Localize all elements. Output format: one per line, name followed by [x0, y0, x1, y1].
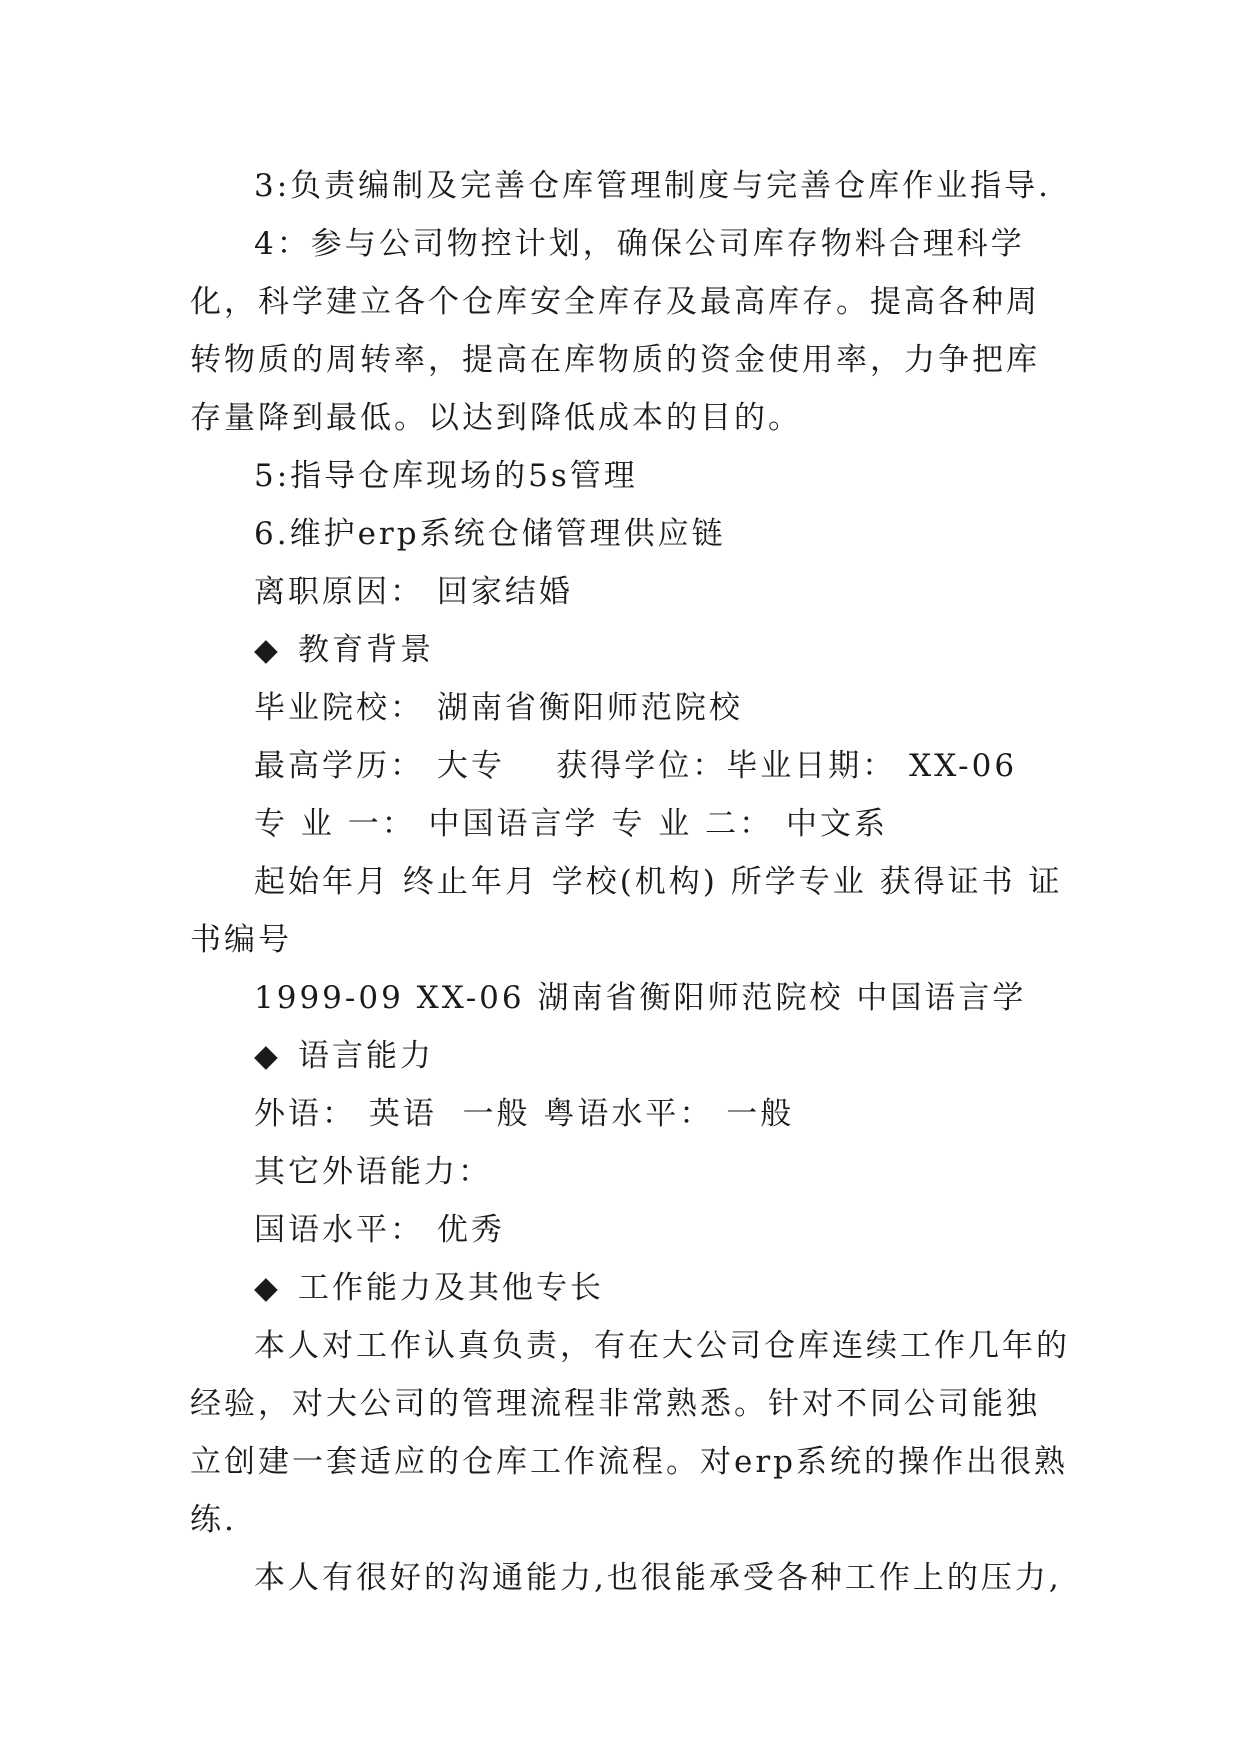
paragraph: 专 业 一： 中国语言学 专 业 二： 中文系	[254, 806, 888, 842]
diamond-bullet-icon: ◆	[254, 1038, 281, 1074]
paragraph: 4：参与公司物控计划，确保公司库存物料合理科学化，科学建立各个仓库安全库存及最高库存。提高各种周转物质的周转率，提高在库物质的资金使用率，力争把库存量降到最低。以达到降低成本的目的。	[190, 226, 1040, 436]
paragraph: 3:负责编制及完善仓库管理制度与完善仓库作业指导.	[254, 168, 1052, 204]
paragraph: 起始年月 终止年月 学校(机构) 所学专业 获得证书 证书编号	[190, 864, 1063, 958]
section-heading	[190, 621, 1070, 679]
document-body	[190, 157, 1070, 1607]
paragraph: 1999-09 XX-06 湖南省衡阳师范院校 中国语言学	[254, 980, 1027, 1016]
section-heading-text: 工作能力及其他专长	[298, 1270, 604, 1306]
paragraph: 本人有很好的沟通能力,也很能承受各种工作上的压力,	[254, 1560, 1062, 1596]
paragraph: 5:指导仓库现场的5s管理	[254, 458, 638, 494]
paragraph: 其它外语能力：	[254, 1154, 492, 1190]
section-heading	[190, 1027, 1070, 1085]
paragraph: 本人对工作认真负责，有在大公司仓库连续工作几年的经验，对大公司的管理流程非常熟悉。针对不同公司能独立创建一套适应的仓库工作流程。对erp系统的操作出很熟练.	[190, 1328, 1070, 1538]
paragraph: 国语水平： 优秀	[254, 1212, 505, 1248]
paragraph: 最高学历： 大专 获得学位：毕业日期： XX-06	[254, 748, 1018, 784]
section-heading	[190, 1259, 1070, 1317]
paragraph: 外语： 英语 一般 粤语水平： 一般	[254, 1096, 795, 1132]
diamond-bullet-icon: ◆	[254, 1270, 281, 1306]
paragraph: 毕业院校： 湖南省衡阳师范院校	[254, 690, 743, 726]
section-heading-text: 教育背景	[298, 632, 434, 668]
paragraph: 离职原因： 回家结婚	[254, 574, 573, 610]
section-heading-text: 语言能力	[298, 1038, 434, 1074]
diamond-bullet-icon: ◆	[254, 632, 281, 668]
paragraph: 6.维护erp系统仓储管理供应链	[254, 516, 726, 552]
